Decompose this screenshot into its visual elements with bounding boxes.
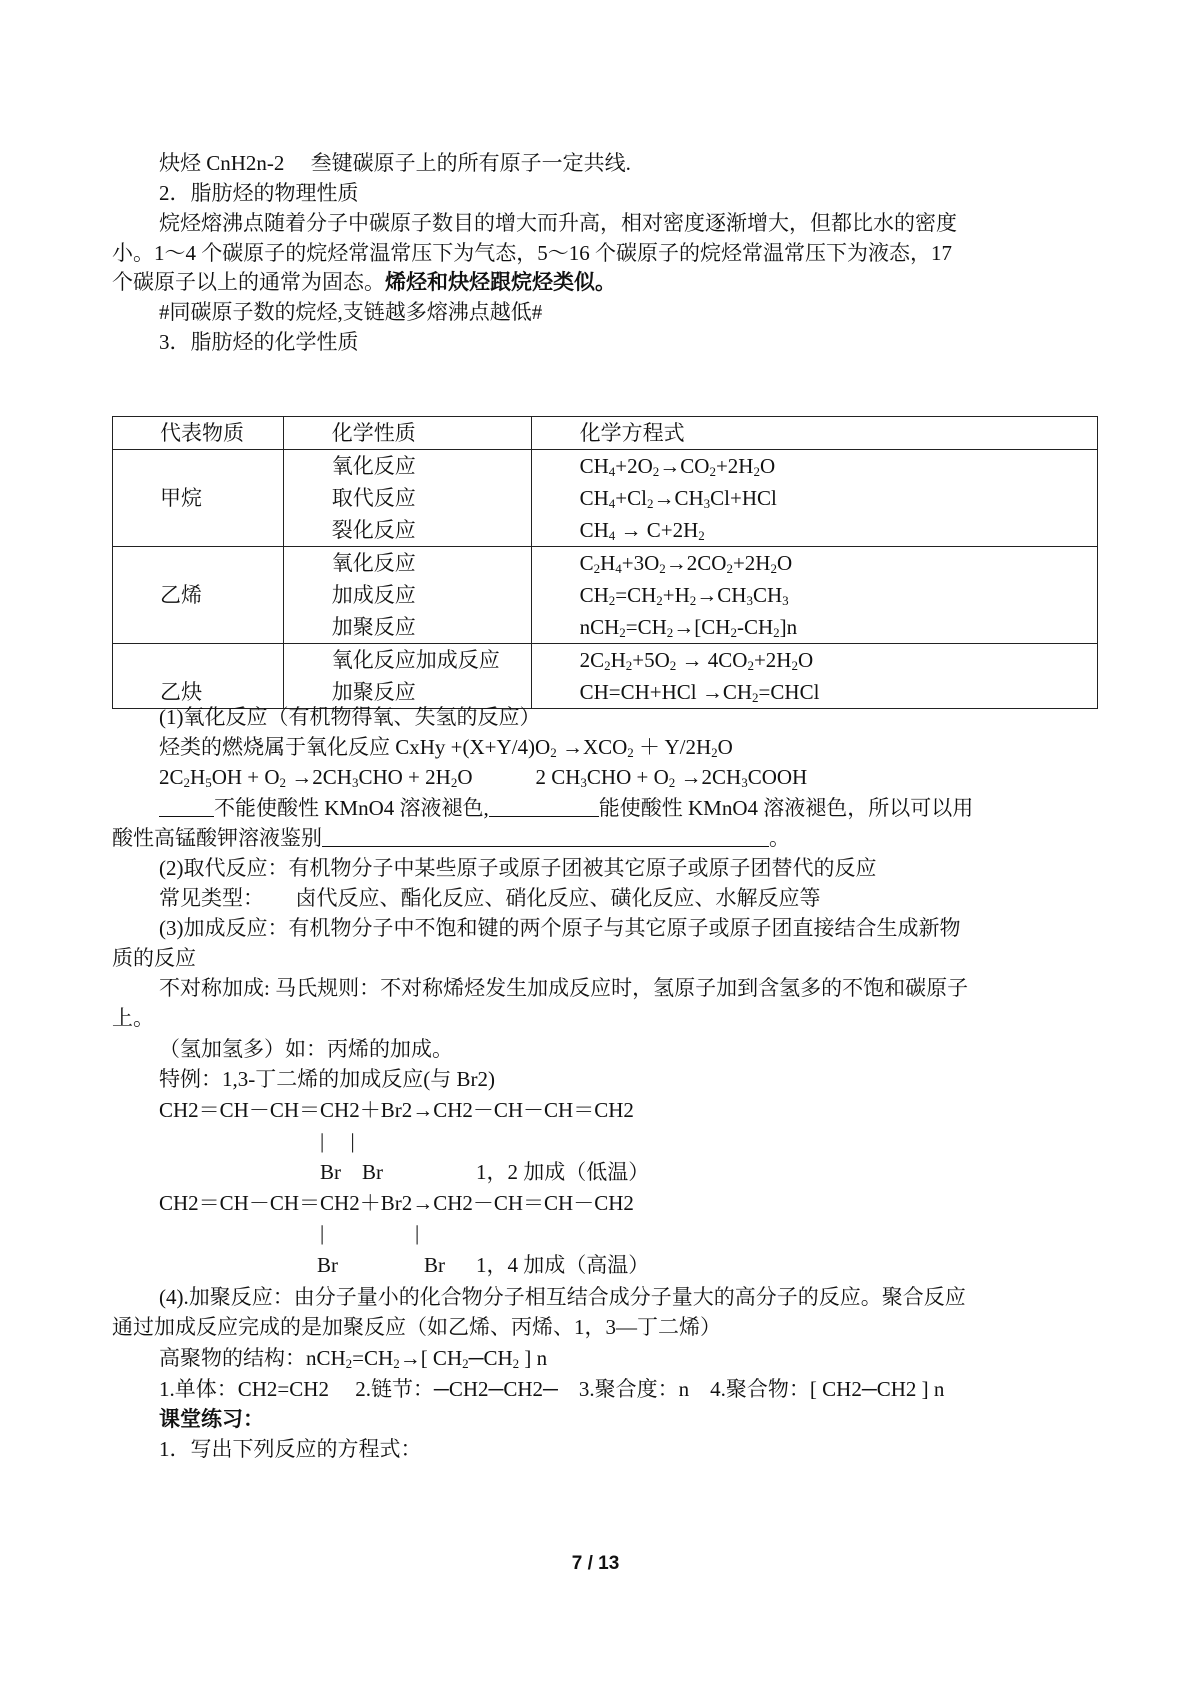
kmno4-text-c: 酸性高锰酸钾溶液鉴别 [112, 826, 322, 850]
equation-12-br: Br Br [320, 1160, 383, 1184]
para-physical-3-text: 个碳原子以上的通常为固态。 [112, 270, 385, 294]
ethanol-equations: $2C_2H_5OH + O_2 \to 2CH_3CHO + 2H_2O$ 2 $CH_3CHO + O_2$ $\to 2CH_3COOH$ [159, 765, 808, 790]
polymer-parts: 1.单体：CH2=CH2 2.链节：─CH2─CH2─ 3.聚合度：n 4.聚合物：[ CH2─CH2 ] n [159, 1377, 945, 1401]
markovnikov-rule-cont: 上。 [112, 1006, 154, 1030]
equation-cell: $C_2H_4+3O_2\to 2CO_2+2H_2O$ [579, 551, 793, 576]
combustion-equation: 烃类的燃烧属于氧化反应 CxHy $+(X+Y/4)O_2 \to XCO_2 + Y/2H_2O$ [159, 735, 733, 760]
common-types: 常见类型： 卤代反应、酯化反应、硝化反应、磺化反应、水解反应等 [159, 886, 821, 910]
header-equation: 化学方程式 [579, 421, 685, 445]
table-row-methane [113, 450, 1098, 547]
table-header-row [113, 417, 1098, 450]
properties-table [112, 416, 1098, 709]
propene-note: （氢加氢多）如：丙烯的加成。 [159, 1037, 453, 1061]
header-substance: 代表物质 [160, 421, 244, 445]
equation-12-bonds: | | [320, 1129, 355, 1153]
kmno4-line [159, 793, 973, 823]
equation-12-label: 1，2 加成（低温） [476, 1160, 650, 1184]
equation-14-bond-left: | [320, 1221, 325, 1245]
polymerization-title: (4).加聚反应：由分子量小的化合物分子相互结合成分子量大的高分子的反应。聚合反应 [159, 1285, 966, 1309]
section-2-heading: 2．脂肪烃的物理性质 [159, 181, 359, 205]
equation-cell: $CH=CH+HCl \to CH_2=CHCl$ [579, 680, 820, 705]
polymer-structure: 高聚物的结构：$nCH_2=CH_2\to$[ $CH_2─CH_2$ ] n [159, 1346, 548, 1371]
property-cell: 加聚反应 [331, 680, 416, 704]
substance-methane: 甲烷 [160, 486, 202, 510]
equation-cell: $CH_2=CH_2+H_2\to CH_3CH_3$ [579, 583, 789, 608]
para-physical-3 [112, 267, 616, 297]
fill-blank[interactable] [322, 824, 769, 847]
fill-blank[interactable] [489, 794, 599, 817]
oxidation-title: (1)氧化反应（有机物得氧、失氢的反应） [159, 705, 541, 729]
equation-14-addition: CH2＝CH－CH＝CH2＋Br2→CH2－CH＝CH－CH2 [159, 1191, 634, 1215]
equation-14-label: 1，4 加成（高温） [476, 1253, 650, 1277]
alkyne-line: 炔烃 CnH2n-2 叁键碳原子上的所有原子一定共线. [159, 151, 631, 175]
addition-title: (3)加成反应：有机物分子中不饱和键的两个原子与其它原子或原子团直接结合生成新物 [159, 916, 961, 940]
property-cell: 氧化反应加成反应 [331, 648, 500, 672]
butadiene-special: 特例：1,3-丁二烯的加成反应(与 Br2) [159, 1067, 495, 1091]
equation-cell: $CH_4+2O_2\to CO_2+2H_2O$ [579, 454, 776, 479]
para-physical-3-bold: 烯烃和炔烃跟烷烃类似。 [385, 270, 616, 294]
markovnikov-rule: 不对称加成: 马氏规则：不对称烯烃发生加成反应时，氢原子加到含氢多的不饱和碳原子 [159, 976, 969, 1000]
kmno4-text-b: 能使酸性 KMnO4 溶液褪色，所以可以用 [598, 796, 974, 820]
para-physical-2: 小。1～4 个碳原子的烷烃常温常压下为气态，5～16 个碳原子的烷烃常温常压下为液态，17 [112, 241, 952, 265]
equation-cell: $CH_4 \to C+2H_2$ [579, 518, 705, 543]
table-row-ethylene [113, 547, 1098, 644]
property-cell: 裂化反应 [331, 518, 416, 542]
equation-14-br-left: Br [317, 1253, 338, 1277]
equation-cell: $CH_4+Cl_2\to CH_3Cl+HCl$ [579, 486, 777, 511]
fill-blank[interactable] [159, 794, 214, 817]
substance-acetylene: 乙炔 [160, 680, 202, 704]
property-cell: 氧化反应 [331, 454, 416, 478]
table-row-acetylene [113, 644, 1098, 709]
property-cell: 氧化反应 [331, 551, 416, 575]
polymerization-cont: 通过加成反应完成的是加聚反应（如乙烯、丙烯、1，3—丁二烯） [112, 1315, 721, 1339]
substitution-title: (2)取代反应：有机物分子中某些原子或原子团被其它原子或原子团替代的反应 [159, 856, 877, 880]
equation-12-addition: CH2＝CH－CH＝CH2＋Br2→CH2－CH－CH＝CH2 [159, 1098, 634, 1122]
equation-cell: $2C_2H_2+5O_2 \to 4CO_2+2H_2O$ [579, 648, 814, 673]
addition-title-cont: 质的反应 [112, 946, 196, 970]
kmno4-line-2 [112, 823, 790, 853]
property-cell: 加聚反应 [331, 615, 416, 639]
section-3-heading: 3．脂肪烃的化学性质 [159, 330, 359, 354]
exercise-1: 1．写出下列反应的方程式： [159, 1437, 422, 1461]
header-property: 化学性质 [331, 421, 416, 445]
branch-note: #同碳原子数的烷烃,支链越多熔沸点越低# [159, 300, 543, 324]
substance-ethylene: 乙烯 [160, 583, 202, 607]
exercise-title: 课堂练习： [159, 1407, 264, 1431]
property-cell: 取代反应 [331, 486, 416, 510]
equation-14-bond-right: | [415, 1221, 420, 1245]
para-physical-1: 烷烃熔沸点随着分子中碳原子数目的增大而升高，相对密度逐渐增大，但都比水的密度 [159, 211, 957, 235]
property-cell: 加成反应 [331, 583, 416, 607]
page-number: 7 / 13 [571, 1553, 620, 1574]
kmno4-end: 。 [769, 826, 790, 850]
equation-14-br-right: Br [424, 1253, 445, 1277]
equation-cell: $nCH_2=CH_2\to[CH_2-CH_2]n$ [579, 615, 798, 640]
kmno4-text-a: 不能使酸性 KMnO4 溶液褪色, [214, 796, 489, 820]
